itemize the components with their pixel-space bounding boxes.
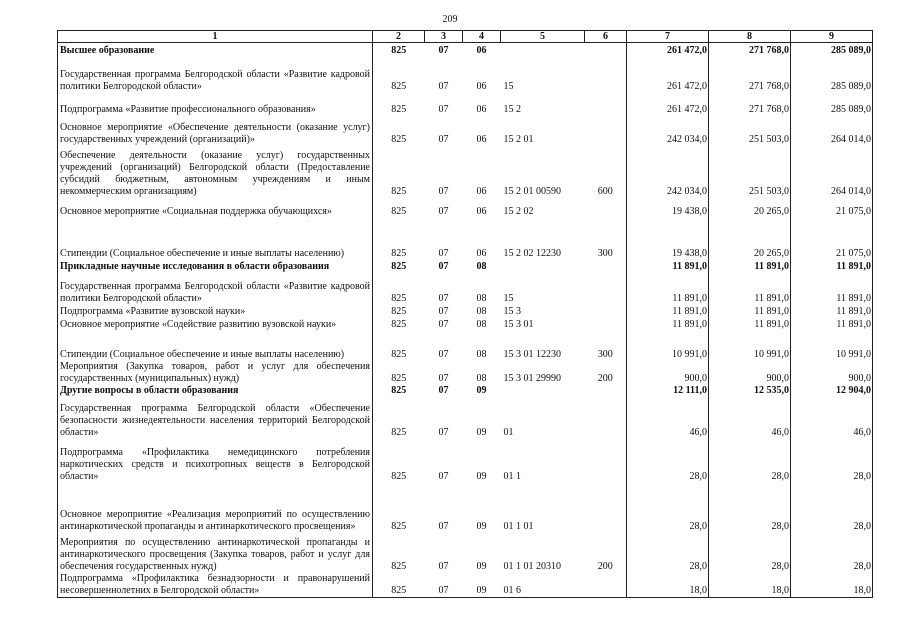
row-gov-code-cell: 825 <box>391 260 407 272</box>
row-amount-col8-cell: 20 265,0 <box>709 198 791 218</box>
row-target-article-cell: 01 6 <box>501 573 585 598</box>
row-name-cell: Высшее образование <box>58 43 373 57</box>
row-name-cell: Подпрограмма «Развитие вузовской науки» <box>58 305 373 318</box>
row-section-cell: 07 <box>438 372 449 384</box>
row-gov-code-cell: 825 <box>391 384 407 396</box>
header-col-3: 3 <box>425 31 463 43</box>
row-target-article-cell: 15 3 01 <box>503 318 534 330</box>
row-amount-col8-cell: 11 891,0 <box>709 305 791 318</box>
row-target-article-cell <box>501 260 585 273</box>
row-amount-col8-cell: 20 265,0 <box>709 218 791 260</box>
row-target-article-cell: 01 <box>503 426 514 438</box>
row-gov-code-cell: 825 <box>391 305 407 317</box>
row-amount-col8-cell: 10 991,0 <box>709 331 791 361</box>
budget-table <box>57 30 873 598</box>
row-amount-col8-cell: 271 768,0 <box>709 43 791 57</box>
row-expense-type-cell: 300 <box>585 331 627 361</box>
row-subsection-cell: 09 <box>476 384 487 396</box>
row-gov-code-cell: 825 <box>391 44 407 56</box>
row-target-article-cell <box>501 43 585 57</box>
row-amount-col8-cell: 28,0 <box>709 439 791 483</box>
row-name-cell: Государственная программа Белгородской области «Обеспечение безопасности жизнедеятельности населения территорий Белгородской области» <box>58 397 373 439</box>
row-gov-code-cell: 825 <box>373 573 425 598</box>
table-row <box>58 385 873 397</box>
header-col-1: 1 <box>58 31 373 43</box>
row-subsection-cell: 06 <box>476 44 487 56</box>
table-row <box>58 439 873 483</box>
row-amount-col9-cell: 285 089,0 <box>791 57 873 93</box>
table-row <box>58 218 873 260</box>
row-amount-col7-cell: 261 472,0 <box>627 43 709 57</box>
table-row <box>58 273 873 305</box>
row-subsection-cell: 06 <box>476 103 487 115</box>
row-amount-col7-cell: 18,0 <box>627 573 709 598</box>
row-amount-col8-cell: 11 891,0 <box>709 318 791 331</box>
row-name-cell: Основное мероприятие «Содействие развитию вузовской науки» <box>58 318 373 331</box>
row-target-article-cell <box>501 385 585 397</box>
row-amount-col7-cell: 11 891,0 <box>627 305 709 318</box>
row-target-article-cell: 01 1 <box>503 470 521 482</box>
row-amount-col8-cell: 28,0 <box>709 533 791 573</box>
row-amount-col9-cell: 11 891,0 <box>791 273 873 305</box>
table-body <box>58 43 873 598</box>
row-name-cell: Подпрограмма «Профилактика безнадзорности и правонарушений несовершеннолетних в Белгородской области» <box>58 573 373 598</box>
row-expense-type-cell: 600 <box>585 146 627 198</box>
row-subsection-cell: 08 <box>476 318 487 330</box>
row-amount-col9-cell: 285 089,0 <box>791 93 873 116</box>
row-expense-type-cell <box>585 397 627 439</box>
table-row <box>58 331 873 361</box>
table-row <box>58 43 873 57</box>
row-amount-col7-cell: 28,0 <box>627 533 709 573</box>
row-name-cell: Основное мероприятие «Обеспечение деятельности (оказание услуг) государственных учреждений (организаций)» <box>58 116 373 146</box>
row-subsection-cell: 06 <box>476 133 487 145</box>
row-amount-col7-cell: 10 991,0 <box>627 331 709 361</box>
row-section-cell: 07 <box>438 133 449 145</box>
row-subsection-cell: 08 <box>476 305 487 317</box>
row-section-cell: 07 <box>438 247 449 259</box>
row-expense-type-cell <box>585 116 627 146</box>
row-name-cell: Государственная программа Белгородской области «Развитие кадровой политики Белгородской области» <box>58 273 373 305</box>
header-col-6: 6 <box>585 31 627 43</box>
row-target-article-cell: 15 2 <box>503 103 521 115</box>
row-expense-type-cell <box>585 318 627 331</box>
row-name-cell: Прикладные научные исследования в области образования <box>58 260 373 273</box>
row-section-cell: 07 <box>438 305 449 317</box>
row-section-cell: 07 <box>438 520 449 532</box>
row-subsection-cell: 06 <box>476 247 487 259</box>
row-section-cell: 07 <box>438 292 449 304</box>
row-amount-col8-cell: 251 503,0 <box>709 116 791 146</box>
row-amount-col7-cell: 46,0 <box>627 397 709 439</box>
row-expense-type-cell <box>585 273 627 305</box>
row-name-cell: Другие вопросы в области образования <box>58 385 373 397</box>
table-row <box>58 57 873 93</box>
row-expense-type-cell <box>585 483 627 533</box>
row-gov-code-cell: 825 <box>391 318 407 330</box>
row-gov-code-cell: 825 <box>391 348 407 360</box>
row-amount-col9-cell: 264 014,0 <box>791 116 873 146</box>
row-section-cell: 07 <box>438 384 449 396</box>
table-row <box>58 93 873 116</box>
row-amount-col8-cell: 18,0 <box>709 573 791 598</box>
row-amount-col8-cell: 900,0 <box>709 361 791 385</box>
row-name-cell: Мероприятия (Закупка товаров, работ и услуг для обеспечения государственных (муниципальных) нужд) <box>58 361 373 385</box>
row-name-cell: Стипендии (Социальное обеспечение и иные выплаты населению) <box>58 331 373 361</box>
row-gov-code-cell: 825 <box>391 103 407 115</box>
row-expense-type-cell: 200 <box>585 533 627 573</box>
row-amount-col8-cell: 11 891,0 <box>709 260 791 273</box>
row-amount-col8-cell: 46,0 <box>709 397 791 439</box>
row-amount-col9-cell: 12 904,0 <box>791 385 873 397</box>
row-amount-col7-cell: 242 034,0 <box>627 146 709 198</box>
row-name-cell: Подпрограмма «Развитие профессионального образования» <box>58 93 373 116</box>
row-gov-code-cell: 825 <box>391 80 407 92</box>
row-amount-col7-cell: 900,0 <box>627 361 709 385</box>
row-gov-code-cell: 825 <box>391 292 407 304</box>
row-subsection-cell: 09 <box>476 426 487 438</box>
row-expense-type-cell <box>585 573 627 598</box>
row-gov-code-cell: 825 <box>391 185 407 197</box>
row-subsection-cell: 09 <box>463 573 501 598</box>
row-section-cell: 07 <box>438 426 449 438</box>
row-amount-col7-cell: 261 472,0 <box>627 93 709 116</box>
row-amount-col8-cell: 12 535,0 <box>709 385 791 397</box>
row-subsection-cell: 06 <box>476 80 487 92</box>
row-subsection-cell: 09 <box>476 560 487 572</box>
header-col-9: 9 <box>791 31 873 43</box>
row-amount-col9-cell: 11 891,0 <box>791 305 873 318</box>
header-row <box>58 31 873 43</box>
row-section-cell: 07 <box>438 560 449 572</box>
row-section-cell: 07 <box>438 348 449 360</box>
row-amount-col9-cell: 46,0 <box>791 397 873 439</box>
table-row <box>58 260 873 273</box>
table-row <box>58 533 873 573</box>
row-target-article-cell: 15 2 01 00590 <box>503 185 561 197</box>
row-amount-col7-cell: 11 891,0 <box>627 318 709 331</box>
row-section-cell: 07 <box>438 260 449 272</box>
row-amount-col9-cell: 264 014,0 <box>791 146 873 198</box>
row-amount-col7-cell: 28,0 <box>627 483 709 533</box>
row-amount-col7-cell: 19 438,0 <box>627 198 709 218</box>
row-name-cell: Основное мероприятие «Реализация мероприятий по осуществлению антинаркотической пропаганды и антинаркотического просвещения» <box>58 483 373 533</box>
row-section-cell: 07 <box>438 318 449 330</box>
row-amount-col8-cell: 28,0 <box>709 483 791 533</box>
row-name-cell: Подпрограмма «Профилактика немедицинского потребления наркотических средств и психотропных веществ в Белгородской области» <box>58 439 373 483</box>
row-section-cell: 07 <box>438 470 449 482</box>
row-subsection-cell: 08 <box>476 292 487 304</box>
row-amount-col8-cell: 11 891,0 <box>709 273 791 305</box>
row-subsection-cell: 08 <box>476 348 487 360</box>
row-expense-type-cell <box>585 305 627 318</box>
row-target-article-cell: 15 2 01 <box>503 133 534 145</box>
header-col-4: 4 <box>463 31 501 43</box>
row-subsection-cell: 09 <box>476 470 487 482</box>
row-target-article-cell: 15 3 01 29990 <box>503 372 561 384</box>
row-amount-col9-cell: 21 075,0 <box>791 218 873 260</box>
row-target-article-cell: 15 2 02 <box>503 205 534 217</box>
row-target-article-cell: 01 1 01 20310 <box>503 560 561 572</box>
table-row <box>58 305 873 318</box>
table-row <box>58 318 873 331</box>
header-col-8: 8 <box>709 31 791 43</box>
row-subsection-cell: 06 <box>476 185 487 197</box>
row-amount-col8-cell: 271 768,0 <box>709 93 791 116</box>
row-target-article-cell: 15 <box>503 292 514 304</box>
row-subsection-cell: 09 <box>476 520 487 532</box>
row-amount-col8-cell: 271 768,0 <box>709 57 791 93</box>
row-gov-code-cell: 825 <box>391 372 407 384</box>
row-amount-col7-cell: 28,0 <box>627 439 709 483</box>
header-col-7: 7 <box>627 31 709 43</box>
row-target-article-cell: 01 1 01 <box>503 520 534 532</box>
row-expense-type-cell <box>585 57 627 93</box>
row-expense-type-cell <box>585 93 627 116</box>
row-amount-col8-cell: 251 503,0 <box>709 146 791 198</box>
header-col-2: 2 <box>373 31 425 43</box>
row-expense-type-cell <box>585 439 627 483</box>
row-gov-code-cell: 825 <box>391 247 407 259</box>
row-section-cell: 07 <box>425 573 463 598</box>
row-name-cell: Мероприятия по осуществлению антинаркотической пропаганды и антинаркотического просвещения (Закупка товаров, работ и услуг для обеспечения государственных нужд) <box>58 533 373 573</box>
row-amount-col9-cell: 18,0 <box>791 573 873 598</box>
row-section-cell: 07 <box>438 103 449 115</box>
row-section-cell: 07 <box>438 44 449 56</box>
row-target-article-cell: 15 3 <box>503 305 521 317</box>
row-expense-type-cell <box>585 260 627 273</box>
table-row <box>58 483 873 533</box>
row-gov-code-cell: 825 <box>391 470 407 482</box>
table-row <box>58 146 873 198</box>
page-number: 209 <box>442 14 458 25</box>
row-gov-code-cell: 825 <box>391 205 407 217</box>
row-section-cell: 07 <box>438 185 449 197</box>
row-name-cell: Обеспечение деятельности (оказание услуг) государственных учреждений (организаций) Белгородской области (Предоставление субсидий бюджетным, автономным учреждениям и иным некоммерческим организациям) <box>58 146 373 198</box>
row-gov-code-cell: 825 <box>391 560 407 572</box>
header-col-5: 5 <box>501 31 585 43</box>
row-amount-col9-cell: 21 075,0 <box>791 198 873 218</box>
row-expense-type-cell <box>585 43 627 57</box>
row-expense-type-cell <box>585 198 627 218</box>
row-amount-col9-cell: 28,0 <box>791 533 873 573</box>
row-amount-col9-cell: 285 089,0 <box>791 43 873 57</box>
row-gov-code-cell: 825 <box>391 133 407 145</box>
row-amount-col9-cell: 28,0 <box>791 483 873 533</box>
row-expense-type-cell <box>585 385 627 397</box>
table-row <box>58 361 873 385</box>
row-target-article-cell: 15 <box>503 80 514 92</box>
row-subsection-cell: 06 <box>476 205 487 217</box>
table-row <box>58 116 873 146</box>
row-amount-col7-cell: 242 034,0 <box>627 116 709 146</box>
row-target-article-cell: 15 2 02 12230 <box>503 247 561 259</box>
row-amount-col7-cell: 11 891,0 <box>627 273 709 305</box>
row-section-cell: 07 <box>438 80 449 92</box>
row-amount-col7-cell: 261 472,0 <box>627 57 709 93</box>
table-row <box>58 198 873 218</box>
row-name-cell: Стипендии (Социальное обеспечение и иные выплаты населению) <box>58 218 373 260</box>
row-expense-type-cell: 300 <box>585 218 627 260</box>
row-expense-type-cell: 200 <box>585 361 627 385</box>
row-subsection-cell: 08 <box>476 260 487 272</box>
table-row <box>58 397 873 439</box>
row-amount-col7-cell: 12 111,0 <box>627 385 709 397</box>
row-amount-col9-cell: 10 991,0 <box>791 331 873 361</box>
row-gov-code-cell: 825 <box>391 520 407 532</box>
row-gov-code-cell: 825 <box>391 426 407 438</box>
row-amount-col9-cell: 11 891,0 <box>791 318 873 331</box>
table-row <box>58 573 873 598</box>
row-name-cell: Основное мероприятие «Социальная поддержка обучающихся» <box>58 198 373 218</box>
row-section-cell: 07 <box>438 205 449 217</box>
row-name-cell: Государственная программа Белгородской области «Развитие кадровой политики Белгородской области» <box>58 57 373 93</box>
row-amount-col9-cell: 11 891,0 <box>791 260 873 273</box>
row-amount-col9-cell: 28,0 <box>791 439 873 483</box>
row-target-article-cell: 15 3 01 12230 <box>503 348 561 360</box>
row-amount-col9-cell: 900,0 <box>791 361 873 385</box>
row-amount-col7-cell: 19 438,0 <box>627 218 709 260</box>
row-amount-col7-cell: 11 891,0 <box>627 260 709 273</box>
row-subsection-cell: 08 <box>476 372 487 384</box>
